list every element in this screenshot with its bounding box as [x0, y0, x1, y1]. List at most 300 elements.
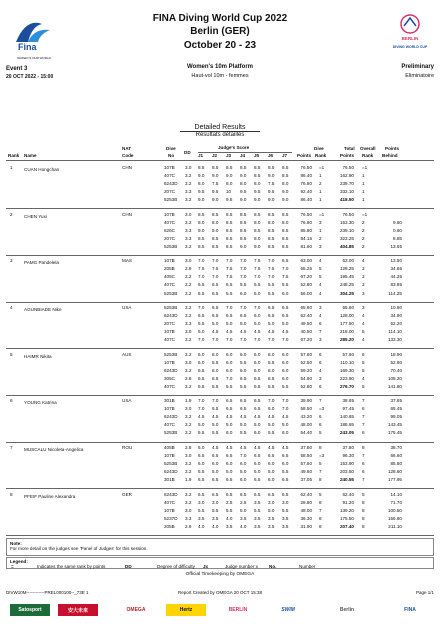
berlin-logo-word: BERLIN [401, 36, 419, 41]
judge-score: 7.0 [198, 406, 205, 412]
report-code: DIVW10M------------PREL000100--_73E 1 [6, 590, 89, 595]
athlete-separator [6, 208, 434, 209]
judge-score: 8.5 [226, 243, 233, 249]
sponsor-logo: Berlin [339, 607, 355, 613]
dive-dd: 3.2 [185, 274, 192, 280]
judge-score: 8.5 [254, 165, 261, 170]
judge-score: 4.5 [254, 329, 261, 335]
total-points: 218.00 [339, 329, 354, 335]
total-points: 63.00 [342, 258, 354, 264]
legend-symbol: DD [125, 564, 132, 569]
dive-points: 85.80 [300, 227, 312, 233]
judge-score: 6.0 [268, 367, 275, 373]
total-points: 207.40 [339, 523, 354, 529]
dive-rank: 5 [319, 266, 322, 272]
judge-score: 6.0 [240, 367, 247, 373]
judge-score: 3.0 [198, 499, 205, 505]
judge-score: 5.0 [268, 422, 275, 428]
dive-points: 49.50 [300, 321, 312, 327]
judge-score: 3.5 [268, 515, 275, 521]
dive-dd: 3.0 [185, 507, 192, 513]
judge-score: 6.5 [212, 491, 219, 497]
overall-rank: 3 [362, 290, 365, 296]
dive-rank: 2 [319, 235, 322, 241]
judge-score: 8.5 [226, 211, 233, 217]
judge-score: 6.0 [254, 367, 261, 373]
overall-rank: 7 [362, 477, 365, 483]
dive-number: 301B [164, 398, 175, 404]
dive-rank: 1 [319, 197, 322, 203]
judge-score: 6.5 [226, 452, 233, 458]
judge-score: 4.5 [254, 414, 261, 420]
dive-points: 76.50 [300, 211, 312, 217]
judge-score: 3.5 [282, 515, 289, 521]
points-behind: 8.85 [393, 235, 402, 241]
judge-score: 5.0 [240, 469, 247, 475]
judge-score: 4.5 [240, 414, 247, 420]
judge-score: 7.0 [212, 398, 219, 404]
judge-score: 3.5 [240, 515, 247, 521]
dive-dd: 3.2 [185, 383, 192, 389]
col-name: Name [24, 153, 37, 158]
judge-score: 7.0 [254, 337, 261, 343]
judge-score: 6.5 [282, 313, 289, 318]
judge-score: 8.5 [282, 235, 289, 241]
judge-score: 5.5 [212, 507, 219, 513]
col-noc: NAT [122, 146, 132, 151]
judge-score: 8.5 [226, 227, 233, 233]
athlete-rank: 8 [10, 491, 13, 497]
judge-score: 6.5 [198, 313, 205, 318]
total-points: 91.20 [342, 499, 354, 505]
overall-rank: 2 [362, 219, 365, 225]
dive-points: 67.20 [300, 274, 312, 280]
overall-rank: 5 [362, 329, 365, 335]
judge-score: 6.0 [240, 351, 247, 357]
dive-number: 5253B [164, 351, 178, 357]
judge-score: 6.5 [254, 406, 261, 412]
dive-number: 407C [164, 383, 175, 389]
dive-dd: 3.2 [185, 469, 192, 475]
judge-score: 7.0 [240, 337, 247, 343]
judge-score: 4.5 [268, 414, 275, 420]
judge-score: 5.5 [268, 282, 275, 288]
dive-dd: 3.3 [185, 235, 192, 241]
total-points: 97.45 [342, 406, 354, 412]
points-behind: 211.10 [388, 523, 402, 529]
points-behind: 18.90 [390, 351, 402, 357]
total-points: 188.65 [339, 422, 354, 428]
judge-score: 6.0 [212, 461, 219, 466]
judge-score: 6.5 [212, 290, 219, 296]
dive-dd: 3.3 [185, 227, 192, 233]
dive-dd: 3.2 [185, 461, 192, 466]
judge-score: 7.0 [254, 274, 261, 280]
judge-score: 6.5 [240, 375, 247, 381]
judge-score: 5.0 [282, 422, 289, 428]
legend-symbol: = [11, 564, 14, 569]
judge-score: 9.5 [212, 189, 219, 195]
judge-score: 6.5 [268, 304, 275, 310]
judge-score: 6.5 [254, 491, 261, 497]
athlete-noc: USA [122, 398, 132, 404]
judge-score: 9.5 [268, 189, 275, 195]
dive-number: 6243D [164, 469, 178, 475]
judge-score: 7.0 [282, 406, 289, 412]
dive-number: 6243D [164, 313, 178, 318]
points-behind: 66.60 [390, 452, 402, 458]
col-rank: Rank [8, 153, 20, 158]
judge-score: 6.5 [198, 282, 205, 288]
col-judge: J2 [212, 153, 218, 158]
judge-score: 2.5 [240, 499, 247, 505]
col-dive-rank: Dive [314, 146, 324, 151]
judge-score: 5.5 [240, 282, 247, 288]
dive-rank: 8 [319, 515, 322, 521]
overall-rank: 5 [362, 383, 365, 389]
dive-dd: 1.9 [185, 477, 192, 483]
judge-score: 3.5 [254, 515, 261, 521]
points-behind: 71.70 [390, 499, 402, 505]
judge-score: 3.5 [268, 523, 275, 529]
total-points: 37.80 [342, 444, 354, 450]
note-box [6, 538, 434, 556]
dive-dd: 2.9 [185, 523, 192, 529]
note-text: For more detail on the judges see 'Panel of Judges' for this session. [10, 546, 148, 551]
dive-rank: 6 [319, 383, 322, 389]
event-name-fr: Haut-vol 10m - femmes [191, 73, 249, 79]
athlete-noc: GER [122, 491, 132, 497]
dive-rank: 7 [319, 469, 322, 475]
overall-rank: =1 [362, 211, 368, 217]
judge-score: 5.0 [254, 422, 261, 428]
judge-score: 6.0 [282, 290, 289, 296]
dive-points: 31.90 [300, 523, 312, 529]
overall-rank: 5 [362, 367, 365, 373]
legend-description: Degree of difficulty [157, 564, 195, 569]
judge-score: 8.0 [240, 181, 247, 187]
points-behind: 99.05 [390, 414, 402, 420]
judge-score: 6.5 [254, 375, 261, 381]
dive-dd: 3.2 [185, 304, 192, 310]
dive-rank: 8 [319, 444, 322, 450]
dive-points: 86.40 [300, 197, 312, 203]
dive-rank: 5 [319, 430, 322, 436]
judge-score: 5.5 [240, 383, 247, 389]
judge-score: 7.0 [240, 304, 247, 310]
points-behind: 143.45 [387, 422, 402, 428]
judge-score: 8.5 [282, 227, 289, 233]
judge-score: 5.0 [212, 422, 219, 428]
judge-score: 8.5 [282, 173, 289, 179]
judge-score: 5.5 [240, 359, 247, 365]
overall-rank: 8 [362, 499, 365, 505]
overall-rank: 3 [362, 266, 365, 272]
judge-score: 6.0 [268, 406, 275, 412]
dive-rank: 5 [319, 274, 322, 280]
dive-dd: 3.2 [185, 491, 192, 497]
total-points: 76.50 [342, 211, 354, 217]
dive-points: 92.40 [300, 189, 312, 195]
dive-rank: =1 [319, 165, 325, 170]
dive-points: 52.80 [300, 383, 312, 389]
athlete-separator [6, 302, 434, 303]
judge-score: 4.5 [240, 444, 247, 450]
dive-number: 5253B [164, 461, 178, 466]
total-points: 62.40 [342, 491, 354, 497]
dive-points: 37.05 [300, 477, 312, 483]
judge-score: 7.5 [254, 266, 261, 272]
judge-score: 5.5 [282, 282, 289, 288]
total-points: 223.90 [339, 375, 354, 381]
dive-dd: 3.3 [185, 515, 192, 521]
judge-score: 4.0 [212, 523, 219, 529]
report-created: Report Created by OMEGA 20 OCT 15:38 [178, 590, 262, 595]
judge-score: 5.5 [282, 469, 289, 475]
judge-score: 4.5 [268, 329, 275, 335]
judge-score: 8.5 [198, 165, 205, 170]
col-judge: J1 [198, 153, 204, 158]
overall-rank: 8 [362, 507, 365, 513]
judge-score: 7.0 [226, 258, 233, 264]
total-points: 128.00 [339, 313, 354, 318]
dive-dd: 3.3 [185, 321, 192, 327]
points-behind: 177.95 [387, 477, 402, 483]
athlete-noc: CHN [122, 165, 132, 170]
overall-rank: 1 [362, 197, 365, 203]
judge-score: 8.0 [198, 181, 205, 187]
total-points: 195.45 [339, 274, 354, 280]
dive-rank: 8 [319, 499, 322, 505]
judge-score: 6.5 [212, 406, 219, 412]
judge-score: 7.0 [240, 274, 247, 280]
judge-score: 9.5 [198, 189, 205, 195]
total-points: 304.25 [339, 290, 354, 296]
dive-rank: 7 [319, 329, 322, 335]
judge-score: 4.5 [282, 329, 289, 335]
dive-dd: 3.0 [185, 165, 192, 170]
col-behind: Points [385, 146, 400, 151]
judge-score: 3.5 [198, 515, 205, 521]
judge-score: 8.5 [198, 211, 205, 217]
total-points: 38.85 [342, 398, 354, 404]
dive-rank: 6 [319, 414, 322, 420]
col-overall: Overall [360, 146, 376, 151]
dive-rank: 6 [319, 321, 322, 327]
dive-number: 407C [164, 219, 175, 225]
sponsor-bar [6, 601, 434, 621]
judge-score: 5.0 [240, 321, 247, 327]
judge-score: 5.5 [254, 383, 261, 389]
judge-score: 8.5 [198, 235, 205, 241]
dive-number: 6243D [164, 414, 178, 420]
dive-rank: 4 [319, 258, 322, 264]
judge-score: 5.0 [254, 290, 261, 296]
dive-number: 5253B [164, 197, 178, 203]
dive-points: 65.60 [300, 304, 312, 310]
judge-score: 9.5 [254, 189, 261, 195]
dive-number: 6243D [164, 181, 178, 187]
section-title-fr: Résultats détaillés [195, 132, 245, 138]
overall-rank: 7 [362, 398, 365, 404]
total-points: 418.50 [339, 197, 354, 203]
judge-score: 9.0 [268, 197, 275, 203]
athlete-rank: 6 [10, 398, 13, 404]
overall-rank: 7 [362, 414, 365, 420]
athlete-rank: 7 [10, 444, 13, 450]
judge-score: 7.0 [198, 398, 205, 404]
overall-rank: 2 [362, 235, 365, 241]
dive-points: 58.50 [300, 452, 312, 458]
judge-score: 5.5 [198, 507, 205, 513]
dive-points: 48.00 [300, 422, 312, 428]
overall-rank: 3 [362, 282, 365, 288]
judge-score: 7.0 [212, 258, 219, 264]
dive-number: 205B [164, 266, 175, 272]
judge-score: 8.5 [198, 243, 205, 249]
dive-dd: 3.2 [185, 414, 192, 420]
judge-score: 8.5 [282, 165, 289, 170]
judge-score: 8.5 [282, 243, 289, 249]
dive-rank: 8 [319, 477, 322, 483]
col-judge: J4 [240, 153, 246, 158]
total-points: 153.30 [339, 219, 354, 225]
dive-rank: 8 [319, 523, 322, 529]
dive-number: 301B [164, 477, 175, 483]
judge-score: 7.0 [226, 375, 233, 381]
athlete-separator [6, 395, 434, 396]
col-overall-2: Rank [362, 153, 374, 158]
judge-score: 6.0 [226, 430, 233, 436]
athlete-noc: MAS [122, 258, 132, 264]
dive-points: 67.20 [300, 337, 312, 343]
judge-score: 4.5 [282, 444, 289, 450]
col-judges: Judge's Score [218, 145, 250, 150]
total-points: 169.30 [339, 367, 354, 373]
athlete-name: AGUNBIADE Nike [24, 306, 62, 312]
judge-score: 5.0 [226, 321, 233, 327]
dive-dd: 3.2 [185, 197, 192, 203]
judge-score: 6.5 [198, 491, 205, 497]
judge-score: 9.0 [212, 227, 219, 233]
dive-number: 407C [164, 422, 175, 428]
points-behind: 9.60 [393, 219, 402, 225]
judge-score: 6.5 [226, 398, 233, 404]
dive-rank: 5 [319, 491, 322, 497]
judge-score: 8.5 [226, 219, 233, 225]
dive-number: 107B [164, 258, 175, 264]
dive-number: 107B [164, 452, 175, 458]
judge-score: 8.5 [282, 211, 289, 217]
judge-score: 6.0 [240, 290, 247, 296]
dive-rank: 7 [319, 507, 322, 513]
competition-title: FINA Diving World Cup 2022 [152, 13, 288, 24]
judge-score: 6.5 [212, 375, 219, 381]
sponsor-logo: SWIM [281, 607, 295, 613]
col-dive-2: No [168, 153, 175, 158]
legend-description: Number [299, 564, 316, 569]
dive-number: 107B [164, 359, 175, 365]
points-behind: 0.60 [393, 227, 402, 233]
dive-rank: 4 [319, 282, 322, 288]
dive-points: 65.25 [300, 266, 312, 272]
judge-score: 6.0 [282, 351, 289, 357]
judge-score: 5.5 [226, 507, 233, 513]
judge-score: 6.0 [240, 461, 247, 466]
judge-score: 8.0 [198, 219, 205, 225]
judge-score: 4.0 [198, 523, 205, 529]
points-behind: 13.65 [390, 243, 402, 249]
judge-score: 7.0 [240, 266, 247, 272]
total-points: 96.30 [342, 452, 354, 458]
judge-score: 7.0 [198, 258, 205, 264]
dive-rank: 6 [319, 359, 322, 365]
overall-rank: 2 [362, 227, 365, 233]
judge-score: 6.5 [254, 477, 261, 483]
judge-score: 5.0 [268, 469, 275, 475]
dive-dd: 2.9 [185, 266, 192, 272]
overall-rank: 4 [362, 313, 365, 318]
judge-score: 6.5 [282, 491, 289, 497]
judge-score: 8.0 [212, 219, 219, 225]
judge-score: 6.5 [282, 477, 289, 483]
dive-points: 49.60 [300, 469, 312, 475]
overall-rank: 6 [362, 351, 365, 357]
competition-city: Berlin (GER) [190, 26, 250, 37]
judge-score: 6.0 [282, 430, 289, 436]
dive-number: 6243D [164, 367, 178, 373]
judge-score: 6.5 [198, 477, 205, 483]
judge-score: 3.5 [254, 523, 261, 529]
judge-score: 6.0 [254, 461, 261, 466]
dive-number: 107B [164, 329, 175, 335]
judge-score: 7.0 [198, 337, 205, 343]
total-points: 65.60 [342, 304, 354, 310]
judge-score: 5.5 [240, 430, 247, 436]
judge-score: 9.0 [240, 173, 247, 179]
points-behind: 128.60 [387, 469, 402, 475]
points-behind: 34.65 [390, 266, 402, 272]
judge-score: 6.5 [198, 367, 205, 373]
dive-points: 59.20 [300, 367, 312, 373]
judge-score: 4.5 [226, 329, 233, 335]
dive-number: 405B [164, 444, 175, 450]
judge-score: 5.5 [268, 359, 275, 365]
judge-score: 5.0 [226, 469, 233, 475]
judge-score: 7.5 [198, 266, 205, 272]
athlete-noc: CHN [122, 211, 132, 217]
judge-score: 9.0 [212, 197, 219, 203]
total-points: 240.55 [339, 477, 354, 483]
judge-score: 8.5 [240, 211, 247, 217]
dive-dd: 3.2 [185, 337, 192, 343]
total-points: 332.10 [339, 189, 354, 195]
legend-label: Legend: [10, 559, 28, 564]
col-judge: J3 [226, 153, 232, 158]
overall-rank: 8 [362, 444, 365, 450]
dive-dd: 3.2 [185, 219, 192, 225]
legend-description: Judge number x [225, 564, 258, 569]
dive-number: 305C [164, 375, 175, 381]
points-behind: 37.65 [390, 398, 402, 404]
judge-score: 5.5 [198, 321, 205, 327]
overall-rank: 1 [362, 189, 365, 195]
judge-score: 5.5 [254, 282, 261, 288]
judge-score: 7.0 [212, 274, 219, 280]
dive-rank: 1 [319, 227, 322, 233]
legend-symbol: Jx [203, 564, 209, 569]
judge-score: 5.5 [226, 290, 233, 296]
